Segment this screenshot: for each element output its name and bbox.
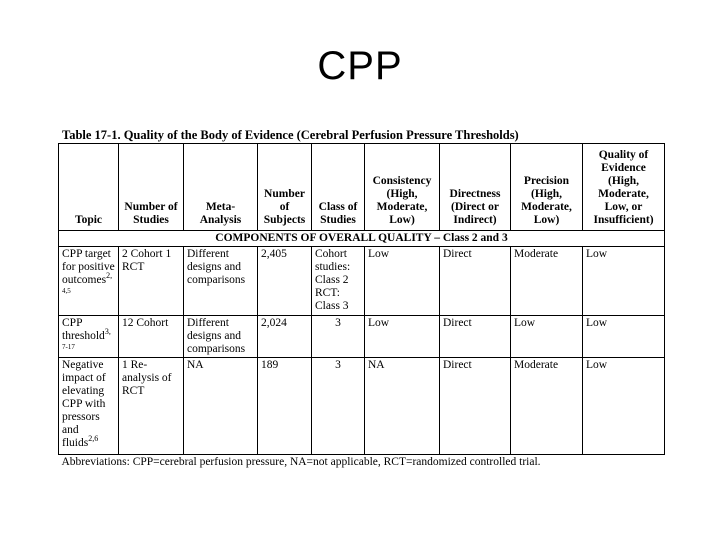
studies-cell: 2 Cohort 1 RCT [119,247,184,316]
meta-analysis-cell: Different designs and comparisons [184,247,258,316]
subjects-cell: 2,405 [258,247,312,316]
evidence-table [58,143,665,470]
quality-cell: Low [583,316,665,358]
topic-text: CPP target for positive outcomes [62,248,115,286]
subjects-cell: 189 [258,358,312,455]
table-row [59,316,665,358]
studies-cell: 1 Re-analysis of RCT [119,358,184,455]
abbreviations-note: Abbreviations: CPP=cerebral perfusion pressure, NA=not applicable, RCT=randomized controlled trial. [59,455,665,471]
header-consistency: Consistency (High, Moderate, Low) [365,144,440,231]
directness-cell: Direct [440,316,511,358]
consistency-cell: NA [365,358,440,455]
topic-superscript: 2,6 [88,434,99,444]
precision-cell: Moderate [511,247,583,316]
header-class-of-studies: Class of Studies [312,144,365,231]
slide-title: CPP [317,44,403,88]
header-quality-of-evidence: Quality of Evidence (High, Moderate, Low, or Insufficient) [583,144,665,231]
quality-cell: Low [583,358,665,455]
topic-text: CPP threshold [62,317,105,342]
table-row [59,358,665,455]
table-row [59,247,665,316]
class-cell: 3 [312,358,365,455]
header-topic: Topic [59,144,119,231]
consistency-cell: Low [365,247,440,316]
topic-text: Negative impact of elevating CPP with pressors and fluids [62,359,106,449]
topic-cell [59,358,119,455]
class-cell: 3 [312,316,365,358]
table-caption: Table 17-1. Quality of the Body of Evidence (Cerebral Perfusion Pressure Thresholds) [62,128,519,142]
precision-cell: Low [511,316,583,358]
studies-cell: 12 Cohort [119,316,184,358]
header-number-of-studies: Number of Studies [119,144,184,231]
directness-cell: Direct [440,358,511,455]
section-label: COMPONENTS OF OVERALL QUALITY – Class 2 and 3 [59,231,665,247]
section-row [59,231,665,247]
topic-superscript: 2, [106,271,113,281]
consistency-cell: Low [365,316,440,358]
topic-cell [59,316,119,358]
topic-references: 4,5 [62,287,71,295]
meta-analysis-cell: NA [184,358,258,455]
precision-cell: Moderate [511,358,583,455]
header-directness: Directness (Direct or Indirect) [440,144,511,231]
topic-superscript: 3, [104,327,111,337]
directness-cell: Direct [440,247,511,316]
header-number-of-subjects: Number of Subjects [258,144,312,231]
class-cell: Cohort studies: Class 2 RCT: Class 3 [312,247,365,316]
header-precision: Precision (High, Moderate, Low) [511,144,583,231]
subjects-cell: 2,024 [258,316,312,358]
abbreviations-row [59,455,665,471]
header-meta-analysis: Meta-Analysis [184,144,258,231]
quality-cell: Low [583,247,665,316]
meta-analysis-cell: Different designs and comparisons [184,316,258,358]
topic-references: 7-17 [62,343,75,351]
topic-cell [59,247,119,316]
header-row [59,144,665,231]
